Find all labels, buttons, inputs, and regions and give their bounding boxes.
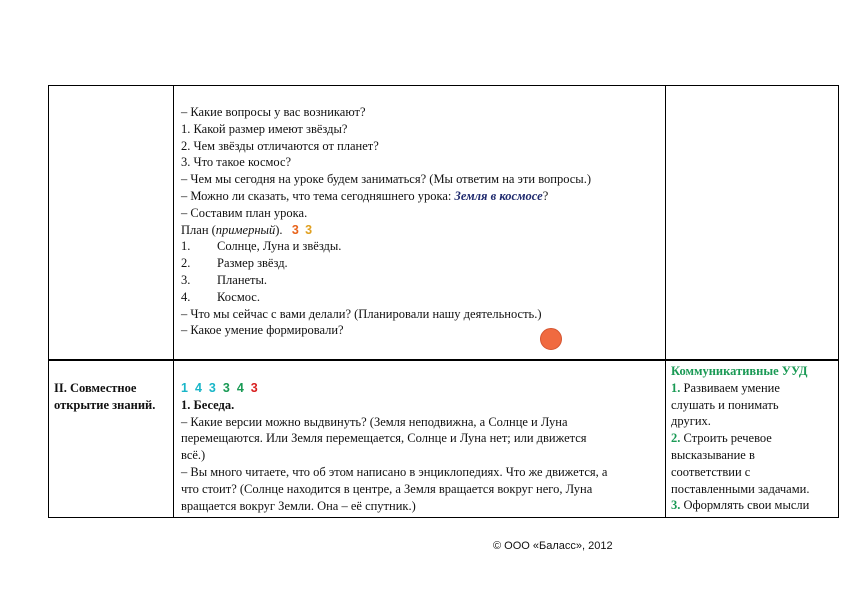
column-divider (173, 86, 174, 517)
plan-item: 3. Планеты. (181, 272, 268, 287)
plan-mark: 3 (305, 222, 313, 237)
text-line: – Какие вопросы у вас возникают? (181, 105, 366, 119)
text-line: что стоит? (Солнце находится в центре, а Земля вращается вокруг него, Луна (181, 481, 593, 496)
stage-cell (54, 380, 170, 414)
text-line: – Что мы сейчас с вами делали? (Планировали нашу деятельность.) (181, 306, 542, 321)
text-line: – Какие версии можно выдвинуть? (Земля неподвижна, а Солнце и Луна (181, 414, 568, 429)
stage-title: II. Совместное (54, 381, 137, 395)
text-line: 1. Какой размер имеют звёзды? (181, 121, 348, 136)
text-line: вращается вокруг Земли. Она – её спутник.) (181, 498, 416, 513)
plan-item: 2. Размер звёзд. (181, 256, 288, 271)
plan-item: 1. Солнце, Луна и звёзды. (181, 239, 342, 254)
text-line: 3. Что такое космос? (181, 155, 292, 170)
text-line: 2. Чем звёзды отличаются от планет? (181, 138, 379, 153)
text-line: – Вы много читаете, что об этом написано в энциклопедиях. Что же движется, а (181, 464, 608, 479)
uud-cell: Коммуникативные УУД 1. Развиваем умение слушать и понимать других. 2. Строить речевое высказывание в соответствии с поставленными задачами. 3. Оформлять свои мысли (671, 363, 837, 514)
text-line: – Чем мы сегодня на уроке будем заниматься? (Мы ответим на эти вопросы.) (181, 172, 591, 187)
uud-title: Коммуникативные УУД (671, 364, 808, 378)
text-line: перемещаются. Или Земля перемещается, Солнце и Луна нет; или движется (181, 431, 587, 446)
row2-content-cell (181, 380, 659, 514)
plan-item: 4. Космос. (181, 289, 260, 304)
text-line: – Какое умение формировали? (181, 323, 344, 338)
plan-mark: 3 (291, 222, 299, 237)
text-line: всё.) (181, 448, 206, 463)
row1-content-cell (181, 104, 659, 339)
stage-title: открытие знаний. (54, 397, 156, 412)
lesson-topic: Земля в космосе (454, 188, 543, 203)
lesson-table (48, 85, 839, 518)
column-divider (665, 86, 666, 517)
text-line: – Составим план урока. (181, 205, 308, 220)
row-divider (49, 359, 838, 361)
plan-label: План (примерный). 3 3 (181, 222, 313, 237)
orange-dot-marker (540, 328, 562, 350)
marker-digits: 1 4 3 3 4 3 (181, 381, 258, 395)
conversation-title: 1. Беседа. (181, 397, 235, 412)
topic-line: – Можно ли сказать, что тема сегодняшнего урока: Земля в космосе? (181, 188, 549, 203)
copyright-footer: © ООО «Баласс», 2012 (493, 540, 613, 552)
